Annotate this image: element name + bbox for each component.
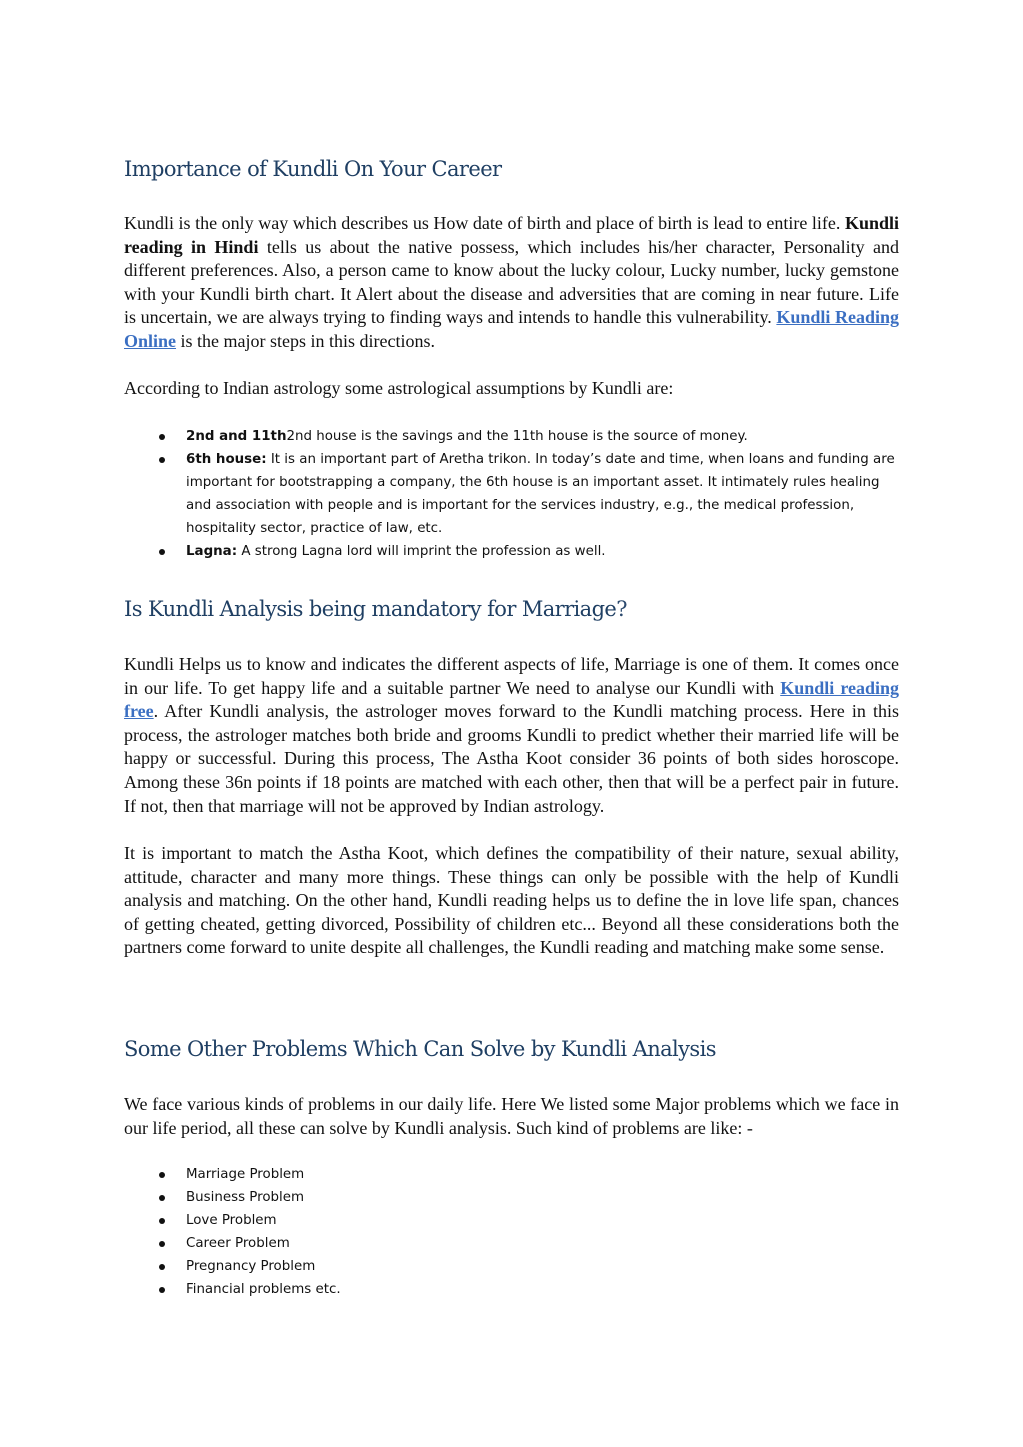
paragraph-astha-koot: It is important to match the Astha Koot, which defines the compatibility of their nature, sexual ability, attitude, character and many more things. These things can only be possible with the help of Kundli analysis and matching. On the other hand, Kundli reading helps us to define the in love life span, chances of getting cheated, getting divorced, Possibility of children etc... Beyond all these considerations both the partners come forward to unite despite all challenges, the Kundli reading and matching make some sense. [124, 843, 899, 958]
marriage-text-start: Kundli Helps us to know and indicates the different aspects of life, Marriage is one of them. It comes once in our life. To get happy life and a suitable partner We need to analyse our Kundli with [124, 654, 899, 698]
list-item [124, 540, 899, 563]
bullet-icon [159, 549, 165, 555]
paragraph-problems-intro: We face various kinds of problems in our daily life. Here We listed some Major problems which we face in our life period, all these can solve by Kundli analysis. Such kind of problems are like: - [124, 1094, 899, 1138]
paragraph-astrology-assumptions: According to Indian astrology some astrological assumptions by Kundli are: [124, 378, 674, 398]
kundli-reading-free-link[interactable]: Kundli reading free [124, 677, 899, 722]
list-item-label: 2nd and 11th [186, 429, 287, 444]
list-item [124, 1163, 899, 1186]
list-item-text: Career Problem [186, 1236, 290, 1251]
heading-kundli-marriage [124, 597, 627, 621]
bullet-icon [159, 1287, 165, 1293]
assumptions-list [124, 425, 899, 563]
intro-text-start: Kundli is the only way which describes us How date of birth and place of birth is lead to entire life. [124, 213, 841, 233]
list-item [124, 448, 899, 540]
list-item-text: Business Problem [186, 1190, 305, 1205]
bullet-icon [159, 1264, 165, 1270]
list-item-label: 6th house: [186, 452, 267, 467]
bullet-icon [159, 1195, 165, 1201]
list-item [124, 1209, 899, 1232]
bullet-icon [159, 434, 165, 440]
list-item [124, 1278, 899, 1301]
bullet-icon [159, 1241, 165, 1247]
list-item-text: Pregnancy Problem [186, 1259, 316, 1274]
kundli-reading-hindi-bold: Kundli reading in Hindi [124, 213, 899, 257]
heading-question-mark: ? [616, 597, 627, 621]
heading-other-problems: Some Other Problems Which Can Solve by Kundli Analysis [124, 1037, 716, 1061]
list-item-text: Marriage Problem [186, 1167, 305, 1182]
marriage-text-end: . After Kundli analysis, the astrologer moves forward to the Kundli matching process. Here in this process, the astrologer matches both bride and grooms Kundli to predict whether their married life will be happy or successful. During this process, The Astha Koot consider 36 points of both sides horoscope. Among these 36n points if 18 points are matched with each other, then that will be a perfect pair in future. If not, then that marriage will not be approved by Indian astrology. [124, 701, 899, 816]
intro-text-middle: tells us about the native possess, which includes his/her character, Personality and different preferences. Also, a person came to know about the lucky colour, Lucky number, lucky gemstone with your Kundli birth chart. It Alert about the disease and adversities that are coming in near future. Life is uncertain, we are always trying to finding ways and intends to handle this vulnerability. [124, 236, 899, 328]
list-item [124, 1255, 899, 1278]
bullet-icon [159, 1218, 165, 1224]
heading-kundli-career: Importance of Kundli On Your Career [124, 157, 502, 181]
list-item-text: A strong Lagna lord will imprint the profession as well. [237, 544, 606, 559]
list-item-text: Love Problem [186, 1213, 277, 1228]
paragraph-kundli-intro [124, 212, 899, 354]
problems-list [124, 1163, 899, 1301]
intro-text-end: is the major steps in this directions. [180, 330, 435, 351]
list-item [124, 1232, 899, 1255]
list-item-text: It is an important part of Aretha trikon. In today’s date and time, when loans and funding are important for bootstrapping a company, the 6th house is an important asset. It intimately rules healing and association with people and is important for the services industry, e.g., the medical profession, hospitality sector, practice of law, etc. [186, 452, 895, 536]
list-item [124, 425, 899, 448]
list-item-text: 2nd house is the savings and the 11th house is the source of money. [286, 429, 748, 444]
heading-marriage-text: Is Kundli Analysis being mandatory for Marriage [124, 597, 617, 621]
kundli-reading-online-link[interactable]: Kundli Reading Online [124, 307, 900, 351]
list-item-label: Lagna: [186, 544, 238, 559]
bullet-icon [159, 457, 165, 463]
list-item [124, 1186, 899, 1209]
list-item-text: Financial problems etc. [186, 1282, 341, 1297]
bullet-icon [159, 1172, 165, 1178]
paragraph-marriage-analysis [124, 653, 899, 818]
